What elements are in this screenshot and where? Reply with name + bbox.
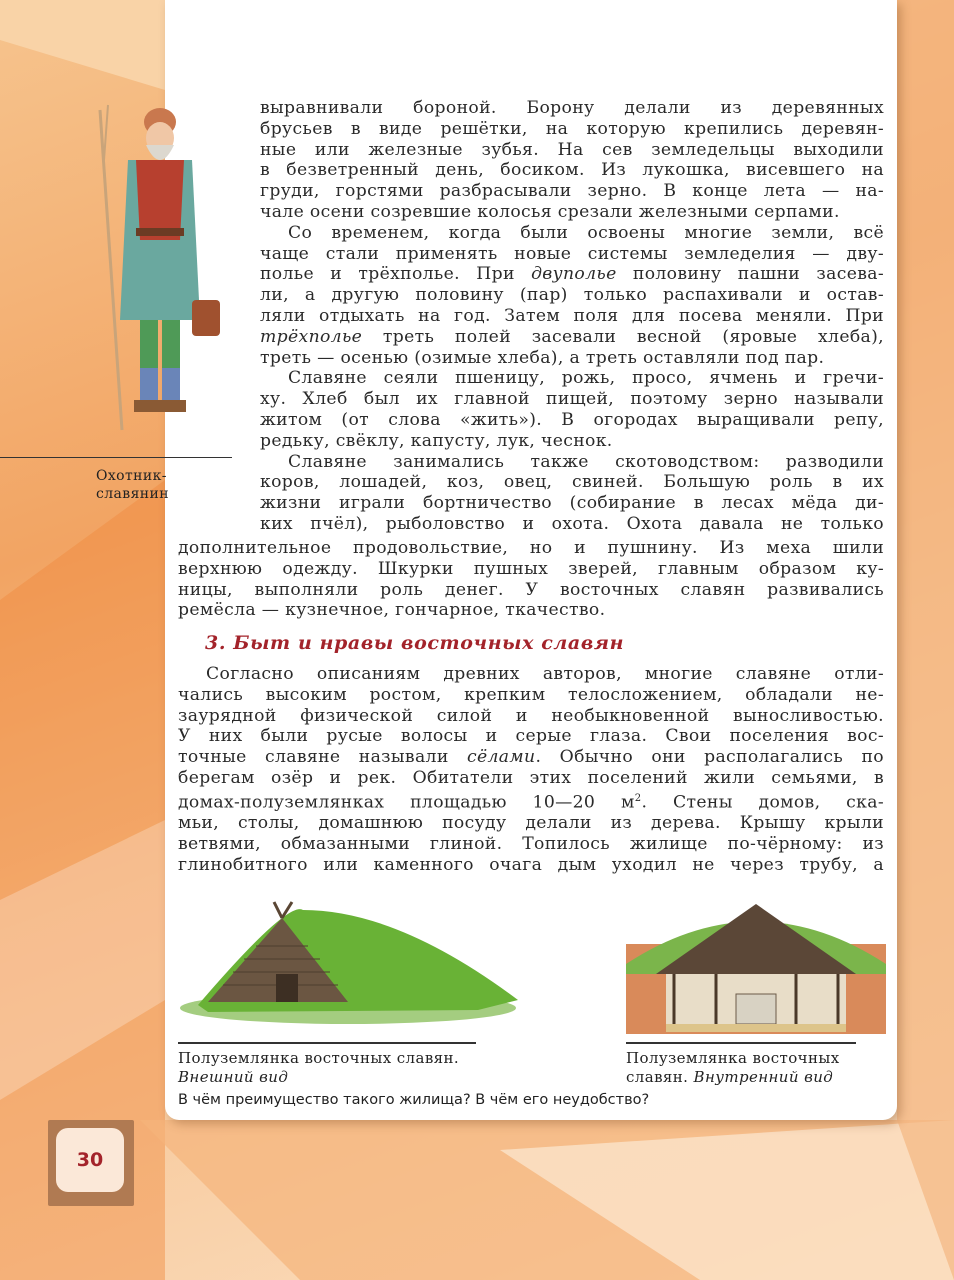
text-line: треть — осенью (озимые хлеба), а треть оставляли под пар. <box>260 347 825 368</box>
text-line <box>178 789 884 814</box>
outside-caption-line2: Внешний вид <box>178 1068 289 1086</box>
hunter-caption-line1: Охотник- <box>96 468 167 484</box>
text-line: ницы, выполняли роль денег. У восточных славян развивались <box>178 579 884 600</box>
text-line: жизни играли бортничество (собирание в лесах мёда ди- <box>260 493 884 514</box>
text-line: чале осени созревшие колосья срезали железными серпами. <box>260 201 840 222</box>
term-selami: сёлами <box>467 747 536 768</box>
text-line: коров, лошадей, коз, овец, свиней. Большую роль в их <box>260 472 884 493</box>
hunter-caption-rule <box>0 457 232 458</box>
text-line: верхнюю одежду. Шкурки пушных зверей, главным образом ку- <box>178 558 884 579</box>
outside-caption-rule <box>178 1042 476 1044</box>
text-line: глинобитного или каменного очага дым уходил не через трубу, а <box>178 854 884 875</box>
text-paragraph-4-wide <box>178 538 884 621</box>
text-run: домах-полуземлянках площадью 10—20 м <box>178 792 635 813</box>
text-run: . Обычно они располагались по <box>535 747 884 768</box>
text-run-italic: Внутренний вид <box>693 1068 834 1086</box>
text-line: житом (от слова «жить»). В огородах выращивали репу, <box>260 409 884 430</box>
text-run: полье и трёхполье. При <box>260 264 532 285</box>
text-line: Славяне занимались также скотоводством: разводили <box>288 451 884 472</box>
inside-caption-rule <box>626 1042 856 1044</box>
text-line: Со временем, когда были освоены многие земли, всё <box>288 222 884 243</box>
text-line: ные или железные зубья. На сев земледельцы выходили <box>260 139 884 160</box>
text-run: половину пашни засева- <box>616 264 885 285</box>
text-line: в безветренный день, босиком. Из лукошка, висевшего на <box>260 160 884 181</box>
text-line: Согласно описаниям древних авторов, многие славяне отли- <box>206 664 884 684</box>
dugout-interior-illustration <box>626 884 886 1034</box>
text-line: У них были русые волосы и серые глаза. Свои поселения вос- <box>178 726 884 747</box>
text-line: выравнивали бороной. Борону делали из деревянных <box>260 98 884 118</box>
text-paragraph-1 <box>260 98 884 535</box>
text-line: мьи, столы, домашнюю посуду делали из дерева. Крышу крыли <box>178 813 884 834</box>
outside-caption-line1: Полуземлянка восточных славян. <box>178 1049 460 1067</box>
text-line: ху. Хлеб был их главной пищей, поэтому зерно называли <box>260 389 884 410</box>
review-question: В чём преимущество такого жилища? В чём его неудобство? <box>178 1092 650 1108</box>
text-line: ремёсла — кузнечное, гончарное, ткачество. <box>178 600 606 621</box>
inside-caption-line2 <box>626 1068 840 1087</box>
text-line: берегам озёр и рек. Обитатели этих поселений жили семьями, в <box>178 767 884 788</box>
text-line: груди, горстями разбрасывали зерно. В конце лета — на- <box>260 181 884 202</box>
text-line: редьку, свёклу, капусту, лук, чеснок. <box>260 430 613 451</box>
term-trehpolye: трёхполье <box>260 326 363 347</box>
hunter-caption-line2: славянин <box>96 486 169 502</box>
outside-caption <box>178 1049 459 1087</box>
inside-caption-line1: Полуземлянка восточных <box>626 1049 840 1067</box>
text-run: точные славяне называли <box>178 747 468 768</box>
text-paragraph-5 <box>178 664 884 876</box>
hunter-caption <box>96 467 169 503</box>
text-line: заурядной физической силой и необыкновенной выносливостью. <box>178 705 884 726</box>
text-line: чаще стали применять новые системы земледелия — дву- <box>260 243 884 264</box>
inside-caption <box>626 1049 840 1087</box>
text-line: чались высоким ростом, крепким телосложением, обладали не- <box>178 684 884 705</box>
superscript: 2 <box>634 792 642 804</box>
text-run: треть полей засевали весной (яровые хлеба), <box>362 326 884 347</box>
text-line: дополнительное продовольствие, но и пушнину. Из меха шили <box>178 538 884 558</box>
text-line <box>178 747 884 768</box>
text-line: брусьев в виде решётки, на которую крепились деревян- <box>260 118 884 139</box>
text-line <box>260 264 884 285</box>
text-line: ли, а другую половину (пар) только распахивали и остав- <box>260 285 884 306</box>
hunter-illustration <box>88 100 238 440</box>
text-line: Славяне сеяли пшеницу, рожь, просо, ячмень и гречи- <box>288 368 884 389</box>
dugout-exterior-illustration <box>178 890 528 1030</box>
text-line: ляли отдыхать на год. Затем поля для посева меняли. При <box>260 305 884 326</box>
text-run: . Стены домов, ска- <box>641 792 884 813</box>
text-line: ких пчёл), рыболовство и охота. Охота давала не только <box>260 513 884 534</box>
text-line <box>260 327 884 348</box>
term-dvupolye: двуполье <box>531 264 617 285</box>
text-line: ветвями, обмазанными глиной. Топилось жилище по-чёрному: из <box>178 834 884 855</box>
text-run: славян. <box>626 1068 694 1086</box>
section-title: 3. Быт и нравы восточных славян <box>205 632 625 654</box>
page-number: 30 <box>56 1128 124 1192</box>
